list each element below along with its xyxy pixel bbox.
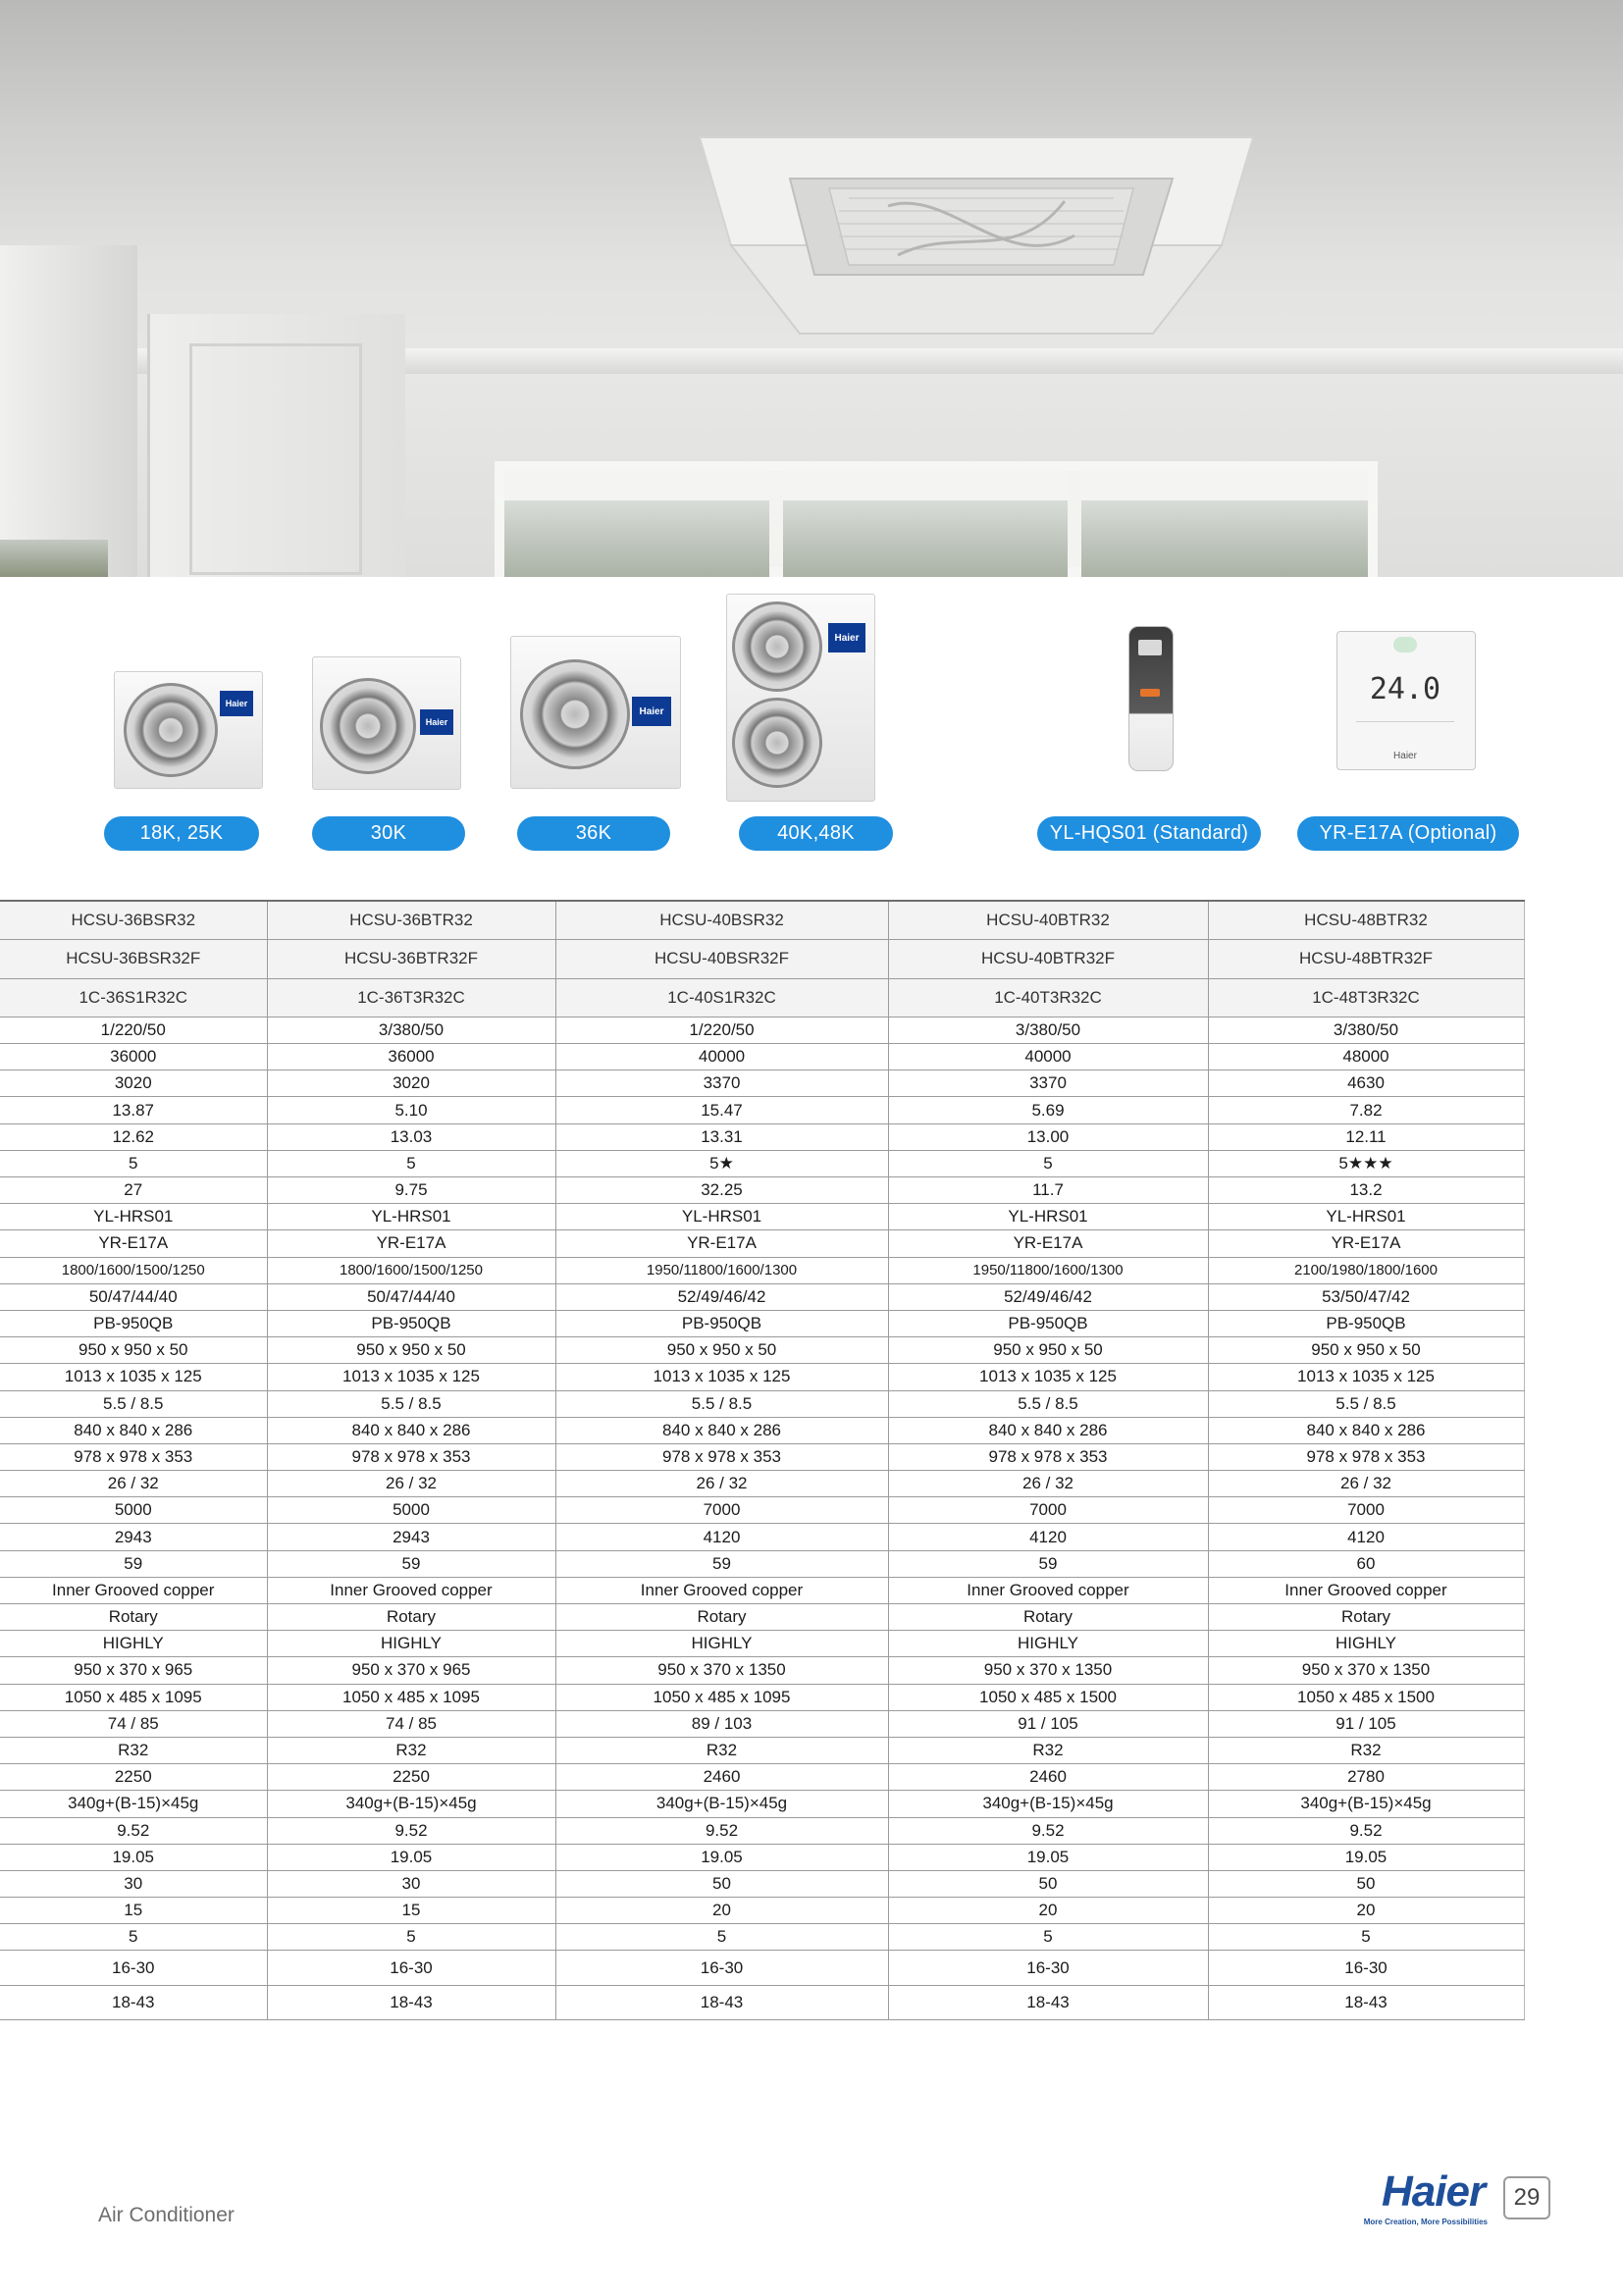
table-cell: YL-HRS01 <box>0 1204 267 1230</box>
table-cell: 978 x 978 x 353 <box>0 1443 267 1470</box>
table-cell: 4120 <box>555 1524 888 1550</box>
table-cell: 1950/11800/1600/1300 <box>555 1257 888 1283</box>
table-cell: 60 <box>1208 1550 1524 1577</box>
table-cell: 3370 <box>555 1070 888 1097</box>
capacity-pill-40k-48k: 40K,48K <box>739 816 893 851</box>
table-cell: 1013 x 1035 x 125 <box>555 1364 888 1390</box>
outdoor-unit-40k-48k <box>726 594 883 809</box>
wired-controller <box>1336 631 1476 770</box>
table-cell: 5.5 / 8.5 <box>888 1390 1208 1417</box>
table-cell: 18-43 <box>267 1985 555 2020</box>
table-cell: PB-950QB <box>1208 1310 1524 1336</box>
haier-badge: Haier <box>420 709 453 735</box>
table-cell: 13.87 <box>0 1097 267 1123</box>
table-cell: 2100/1980/1800/1600 <box>1208 1257 1524 1283</box>
table-cell: 5 <box>1208 1924 1524 1951</box>
table-cell: 5.5 / 8.5 <box>267 1390 555 1417</box>
table-cell: 36000 <box>0 1044 267 1070</box>
open-door <box>147 314 405 577</box>
table-cell: 18-43 <box>0 1985 267 2020</box>
table-row <box>0 1417 1524 1443</box>
table-row <box>0 1390 1524 1417</box>
wired-controller-display: 24.0 <box>1369 672 1441 706</box>
table-cell: 18-43 <box>1208 1985 1524 2020</box>
table-cell: PB-950QB <box>555 1310 888 1336</box>
table-cell: YR-E17A <box>0 1230 267 1257</box>
table-cell: 1050 x 485 x 1095 <box>555 1684 888 1710</box>
table-row <box>0 1044 1524 1070</box>
footer-section-label: Air Conditioner <box>98 2204 235 2226</box>
table-cell: 16-30 <box>555 1951 888 1986</box>
table-cell: 5000 <box>267 1497 555 1524</box>
table-cell: 950 x 370 x 965 <box>267 1657 555 1684</box>
table-row <box>0 1710 1524 1737</box>
table-cell: 840 x 840 x 286 <box>0 1417 267 1443</box>
fan-grille <box>520 659 630 769</box>
table-cell: 978 x 978 x 353 <box>1208 1443 1524 1470</box>
cassette-indoor-unit <box>692 128 1261 343</box>
table-cell: 12.62 <box>0 1123 267 1150</box>
table-cell: 9.52 <box>555 1817 888 1844</box>
table-row <box>0 1150 1524 1176</box>
door-frame <box>0 245 137 577</box>
table-cell: 5 <box>267 1150 555 1176</box>
table-cell: 3020 <box>267 1070 555 1097</box>
specification-table <box>0 900 1525 2020</box>
table-cell: 7.82 <box>1208 1097 1524 1123</box>
table-cell: 19.05 <box>0 1844 267 1870</box>
table-cell: 5.10 <box>267 1097 555 1123</box>
window-mullion <box>769 471 783 567</box>
table-row <box>0 1204 1524 1230</box>
table-cell: 3020 <box>0 1070 267 1097</box>
table-row <box>0 1497 1524 1524</box>
table-cell: 7000 <box>1208 1497 1524 1524</box>
table-cell: 50 <box>1208 1870 1524 1897</box>
table-cell: 1013 x 1035 x 125 <box>888 1364 1208 1390</box>
table-cell: 340g+(B-15)×45g <box>267 1791 555 1817</box>
table-row <box>0 1657 1524 1684</box>
table-cell: 7000 <box>888 1497 1208 1524</box>
left-window <box>0 540 108 577</box>
table-cell: HCSU-40BSR32 <box>555 901 888 940</box>
haier-badge: Haier <box>632 697 671 726</box>
table-cell: 20 <box>888 1898 1208 1924</box>
table-cell: 52/49/46/42 <box>888 1283 1208 1310</box>
table-cell: 26 / 32 <box>888 1471 1208 1497</box>
table-cell: 36000 <box>267 1044 555 1070</box>
table-cell: Rotary <box>1208 1604 1524 1631</box>
table-row <box>0 1844 1524 1870</box>
table-cell: Rotary <box>267 1604 555 1631</box>
table-cell: HCSU-36BTR32 <box>267 901 555 940</box>
table-cell: YL-HRS01 <box>1208 1204 1524 1230</box>
table-cell: 9.52 <box>888 1817 1208 1844</box>
table-cell: 3/380/50 <box>888 1017 1208 1043</box>
table-cell: Inner Grooved copper <box>1208 1577 1524 1603</box>
table-cell: 30 <box>0 1870 267 1897</box>
table-cell: 2943 <box>0 1524 267 1550</box>
table-cell: 5 <box>0 1924 267 1951</box>
table-cell: 50 <box>555 1870 888 1897</box>
capacity-pill-18k-25k: 18K, 25K <box>104 816 259 851</box>
table-cell: 26 / 32 <box>1208 1471 1524 1497</box>
table-cell: 15.47 <box>555 1097 888 1123</box>
table-cell: 5 <box>267 1924 555 1951</box>
haier-badge: Haier <box>220 691 253 716</box>
table-cell: 74 / 85 <box>0 1710 267 1737</box>
table-cell: 978 x 978 x 353 <box>267 1443 555 1470</box>
table-cell: 48000 <box>1208 1044 1524 1070</box>
table-cell: Rotary <box>555 1604 888 1631</box>
table-cell: 91 / 105 <box>888 1710 1208 1737</box>
window-pane <box>504 500 769 577</box>
table-cell: 5.5 / 8.5 <box>555 1390 888 1417</box>
table-cell: 5.69 <box>888 1097 1208 1123</box>
table-row <box>0 1070 1524 1097</box>
table-cell: 950 x 950 x 50 <box>555 1337 888 1364</box>
table-cell: 20 <box>1208 1898 1524 1924</box>
table-cell: HIGHLY <box>0 1631 267 1657</box>
table-cell: PB-950QB <box>0 1310 267 1336</box>
table-cell: 16-30 <box>1208 1951 1524 1986</box>
table-cell: 2250 <box>267 1764 555 1791</box>
remote-controller <box>1128 626 1174 769</box>
table-cell: 950 x 370 x 1350 <box>555 1657 888 1684</box>
table-cell: PB-950QB <box>267 1310 555 1336</box>
table-cell: 50/47/44/40 <box>0 1283 267 1310</box>
table-cell: 2460 <box>555 1764 888 1791</box>
table-cell: 16-30 <box>0 1951 267 1986</box>
table-cell: 950 x 950 x 50 <box>0 1337 267 1364</box>
table-row <box>0 1257 1524 1283</box>
table-cell: 950 x 950 x 50 <box>1208 1337 1524 1364</box>
table-cell: 15 <box>0 1898 267 1924</box>
table-cell: HCSU-40BTR32 <box>888 901 1208 940</box>
table-cell: 13.2 <box>1208 1177 1524 1204</box>
table-cell: 27 <box>0 1177 267 1204</box>
model-header-row <box>0 901 1524 940</box>
table-cell: R32 <box>1208 1737 1524 1763</box>
table-row <box>0 1604 1524 1631</box>
brand-slogan: More Creation, More Possibilities <box>1363 2218 1488 2226</box>
table-row <box>0 1737 1524 1763</box>
table-row <box>0 1951 1524 1986</box>
table-cell: 52/49/46/42 <box>555 1283 888 1310</box>
table-cell: 3/380/50 <box>1208 1017 1524 1043</box>
table-cell: 9.52 <box>0 1817 267 1844</box>
table-cell: HCSU-36BSR32 <box>0 901 267 940</box>
table-cell: PB-950QB <box>888 1310 1208 1336</box>
table-cell: 13.03 <box>267 1123 555 1150</box>
table-cell: 11.7 <box>888 1177 1208 1204</box>
table-cell: 2943 <box>267 1524 555 1550</box>
table-cell: HIGHLY <box>555 1631 888 1657</box>
haier-badge: Haier <box>828 623 865 652</box>
table-cell: 5★★★ <box>1208 1150 1524 1176</box>
table-cell: HCSU-36BTR32F <box>267 940 555 978</box>
page-number: 29 <box>1503 2176 1550 2219</box>
table-row <box>0 1230 1524 1257</box>
controller-pill-standard: YL-HQS01 (Standard) <box>1037 816 1261 851</box>
table-cell: 18-43 <box>888 1985 1208 2020</box>
table-cell: 1013 x 1035 x 125 <box>1208 1364 1524 1390</box>
table-cell: 19.05 <box>1208 1844 1524 1870</box>
table-cell: Inner Grooved copper <box>888 1577 1208 1603</box>
table-cell: Rotary <box>0 1604 267 1631</box>
table-cell: 26 / 32 <box>267 1471 555 1497</box>
table-cell: 978 x 978 x 353 <box>888 1443 1208 1470</box>
table-cell: 2780 <box>1208 1764 1524 1791</box>
table-row <box>0 1017 1524 1043</box>
table-cell: 1800/1600/1500/1250 <box>267 1257 555 1283</box>
table-cell: YR-E17A <box>1208 1230 1524 1257</box>
fan-grille <box>732 601 822 692</box>
table-cell: 340g+(B-15)×45g <box>1208 1791 1524 1817</box>
table-cell: 9.52 <box>1208 1817 1524 1844</box>
table-cell: YL-HRS01 <box>555 1204 888 1230</box>
table-cell: 5000 <box>0 1497 267 1524</box>
table-cell: 59 <box>267 1550 555 1577</box>
table-row <box>0 1177 1524 1204</box>
table-cell: 4120 <box>1208 1524 1524 1550</box>
table-row <box>0 1524 1524 1550</box>
table-cell: 19.05 <box>267 1844 555 1870</box>
table-cell: R32 <box>555 1737 888 1763</box>
table-cell: 2250 <box>0 1764 267 1791</box>
table-cell: 59 <box>888 1550 1208 1577</box>
table-cell: 1C-36T3R32C <box>267 978 555 1017</box>
window-mullion <box>1068 471 1081 567</box>
table-cell: 30 <box>267 1870 555 1897</box>
table-cell: 7000 <box>555 1497 888 1524</box>
table-row <box>0 1870 1524 1897</box>
table-cell: 1C-40S1R32C <box>555 978 888 1017</box>
fan-grille <box>320 678 416 774</box>
table-cell: HCSU-36BSR32F <box>0 940 267 978</box>
table-row <box>0 1471 1524 1497</box>
table-cell: 13.31 <box>555 1123 888 1150</box>
table-cell: 26 / 32 <box>555 1471 888 1497</box>
table-cell: 1050 x 485 x 1500 <box>888 1684 1208 1710</box>
controller-pill-optional: YR-E17A (Optional) <box>1297 816 1519 851</box>
table-cell: HIGHLY <box>888 1631 1208 1657</box>
table-row <box>0 1123 1524 1150</box>
table-cell: 1013 x 1035 x 125 <box>0 1364 267 1390</box>
table-cell: 840 x 840 x 286 <box>1208 1417 1524 1443</box>
capacity-pill-30k: 30K <box>312 816 465 851</box>
table-cell: HIGHLY <box>267 1631 555 1657</box>
table-cell: 4630 <box>1208 1070 1524 1097</box>
table-cell: 5 <box>888 1150 1208 1176</box>
table-cell: YL-HRS01 <box>267 1204 555 1230</box>
table-cell: 16-30 <box>267 1951 555 1986</box>
table-cell: 340g+(B-15)×45g <box>555 1791 888 1817</box>
table-row <box>0 1684 1524 1710</box>
table-cell: YL-HRS01 <box>888 1204 1208 1230</box>
table-cell: R32 <box>888 1737 1208 1763</box>
table-cell: Inner Grooved copper <box>555 1577 888 1603</box>
table-row <box>0 1097 1524 1123</box>
table-cell: 1013 x 1035 x 125 <box>267 1364 555 1390</box>
table-cell: 5 <box>0 1150 267 1176</box>
room-window <box>495 461 1378 577</box>
haier-logo: Haier <box>1382 2167 1486 2216</box>
table-row <box>0 1364 1524 1390</box>
table-cell: 950 x 370 x 965 <box>0 1657 267 1684</box>
table-cell: Inner Grooved copper <box>0 1577 267 1603</box>
door-panel <box>189 343 362 575</box>
table-cell: 1050 x 485 x 1095 <box>0 1684 267 1710</box>
table-cell: Rotary <box>888 1604 1208 1631</box>
capacity-pill-36k: 36K <box>517 816 670 851</box>
table-cell: HCSU-48BTR32F <box>1208 940 1524 978</box>
table-cell: 40000 <box>888 1044 1208 1070</box>
outdoor-unit-36k <box>510 636 681 789</box>
table-row <box>0 1550 1524 1577</box>
table-row <box>0 1791 1524 1817</box>
table-cell: YR-E17A <box>267 1230 555 1257</box>
table-cell: 19.05 <box>555 1844 888 1870</box>
table-cell: 13.00 <box>888 1123 1208 1150</box>
window-pane <box>783 500 1068 577</box>
table-cell: 1800/1600/1500/1250 <box>0 1257 267 1283</box>
table-cell: 50 <box>888 1870 1208 1897</box>
table-cell: 12.11 <box>1208 1123 1524 1150</box>
table-cell: 1/220/50 <box>0 1017 267 1043</box>
table-cell: 1050 x 485 x 1500 <box>1208 1684 1524 1710</box>
table-cell: 950 x 950 x 50 <box>888 1337 1208 1364</box>
table-row <box>0 1985 1524 2020</box>
table-cell: 840 x 840 x 286 <box>555 1417 888 1443</box>
table-cell: 16-30 <box>888 1951 1208 1986</box>
table-cell: 9.52 <box>267 1817 555 1844</box>
table-row <box>0 1283 1524 1310</box>
model-header-row <box>0 978 1524 1017</box>
table-cell: 91 / 105 <box>1208 1710 1524 1737</box>
table-cell: 950 x 370 x 1350 <box>888 1657 1208 1684</box>
table-cell: 50/47/44/40 <box>267 1283 555 1310</box>
table-cell: 1C-36S1R32C <box>0 978 267 1017</box>
table-cell: 5.5 / 8.5 <box>1208 1390 1524 1417</box>
table-cell: YR-E17A <box>888 1230 1208 1257</box>
table-cell: Inner Grooved copper <box>267 1577 555 1603</box>
table-cell: 3370 <box>888 1070 1208 1097</box>
table-cell: R32 <box>0 1737 267 1763</box>
table-row <box>0 1924 1524 1951</box>
table-cell: 5 <box>555 1924 888 1951</box>
table-cell: 1950/11800/1600/1300 <box>888 1257 1208 1283</box>
table-row <box>0 1443 1524 1470</box>
table-cell: 5 <box>888 1924 1208 1951</box>
table-cell: HCSU-40BSR32F <box>555 940 888 978</box>
table-cell: 59 <box>0 1550 267 1577</box>
fan-grille <box>732 698 822 788</box>
table-cell: 19.05 <box>888 1844 1208 1870</box>
model-header-row <box>0 940 1524 978</box>
window-pane <box>1081 500 1368 577</box>
table-row <box>0 1337 1524 1364</box>
outdoor-unit-30k <box>312 656 461 790</box>
table-cell: 2460 <box>888 1764 1208 1791</box>
table-row <box>0 1310 1524 1336</box>
table-cell: 5.5 / 8.5 <box>0 1390 267 1417</box>
table-cell: 978 x 978 x 353 <box>555 1443 888 1470</box>
table-row <box>0 1898 1524 1924</box>
table-cell: 53/50/47/42 <box>1208 1283 1524 1310</box>
table-row <box>0 1631 1524 1657</box>
table-row <box>0 1817 1524 1844</box>
table-cell: 950 x 370 x 1350 <box>1208 1657 1524 1684</box>
table-cell: 840 x 840 x 286 <box>888 1417 1208 1443</box>
hero-photo <box>0 0 1623 577</box>
table-cell: 89 / 103 <box>555 1710 888 1737</box>
table-cell: 340g+(B-15)×45g <box>888 1791 1208 1817</box>
table-cell: 59 <box>555 1550 888 1577</box>
table-cell: 1C-40T3R32C <box>888 978 1208 1017</box>
table-cell: HCSU-40BTR32F <box>888 940 1208 978</box>
table-cell: 840 x 840 x 286 <box>267 1417 555 1443</box>
table-cell: 340g+(B-15)×45g <box>0 1791 267 1817</box>
table-cell: 1050 x 485 x 1095 <box>267 1684 555 1710</box>
table-cell: 1C-48T3R32C <box>1208 978 1524 1017</box>
table-cell: 3/380/50 <box>267 1017 555 1043</box>
table-cell: 20 <box>555 1898 888 1924</box>
table-cell: 1/220/50 <box>555 1017 888 1043</box>
table-cell: 9.75 <box>267 1177 555 1204</box>
table-cell: 32.25 <box>555 1177 888 1204</box>
table-cell: 15 <box>267 1898 555 1924</box>
table-cell: 26 / 32 <box>0 1471 267 1497</box>
table-cell: 950 x 950 x 50 <box>267 1337 555 1364</box>
table-cell: YR-E17A <box>555 1230 888 1257</box>
wired-controller-brand: Haier <box>1393 751 1417 761</box>
table-cell: HCSU-48BTR32 <box>1208 901 1524 940</box>
table-cell: HIGHLY <box>1208 1631 1524 1657</box>
table-cell: 74 / 85 <box>267 1710 555 1737</box>
table-cell: 5★ <box>555 1150 888 1176</box>
table-row <box>0 1764 1524 1791</box>
table-cell: 4120 <box>888 1524 1208 1550</box>
table-cell: R32 <box>267 1737 555 1763</box>
table-row <box>0 1577 1524 1603</box>
outdoor-unit-18k-25k <box>114 671 267 789</box>
table-cell: 18-43 <box>555 1985 888 2020</box>
fan-grille <box>124 683 218 777</box>
table-cell: 40000 <box>555 1044 888 1070</box>
